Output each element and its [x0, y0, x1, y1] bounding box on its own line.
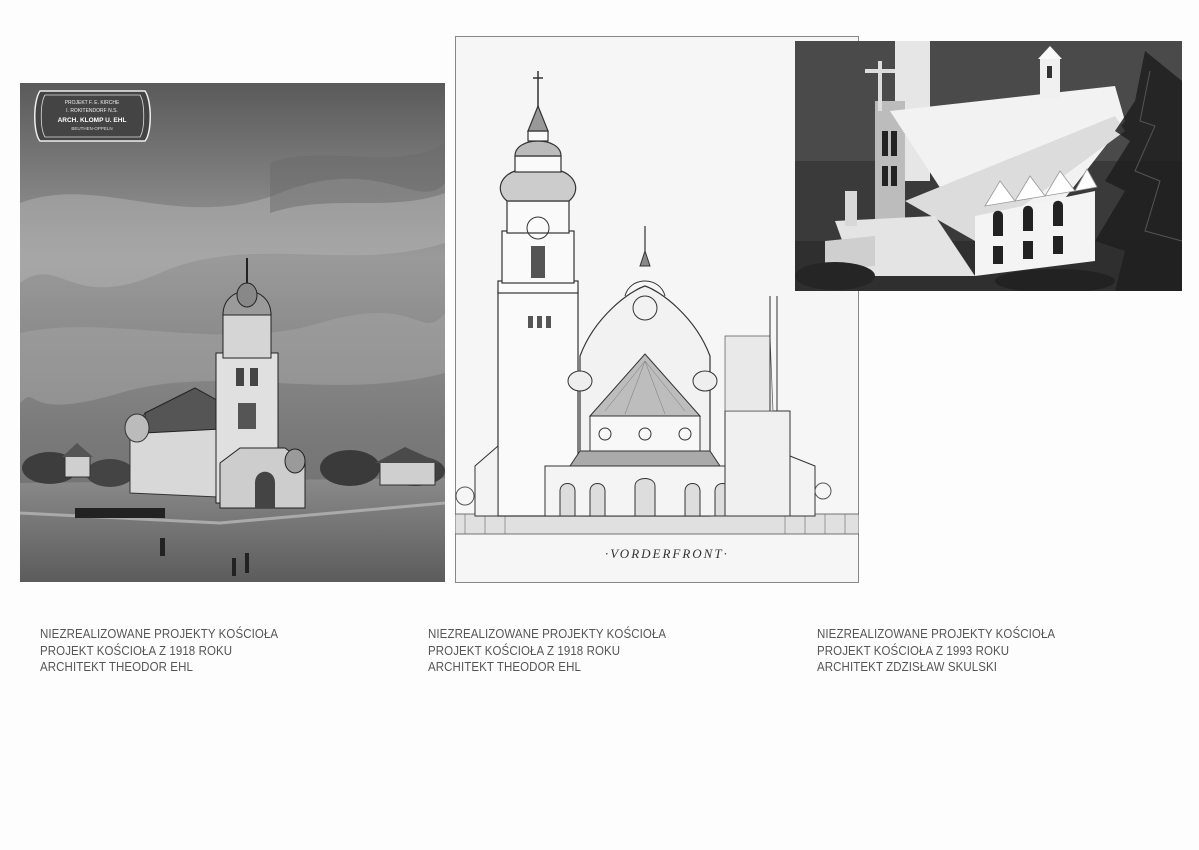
- caption-heading: NIEZREALIZOWANE PROJEKTY KOŚCIOŁA: [817, 627, 1056, 641]
- caption-project-year: PROJEKT KOŚCIOŁA Z 1993 ROKU: [817, 643, 1010, 658]
- drawing-label: ·VORDERFRONT·: [605, 546, 729, 561]
- caption-architect: ARCHITEKT THEODOR EHL: [428, 660, 581, 674]
- caption-architect: ARCHITEKT ZDZISŁAW SKULSKI: [817, 660, 998, 674]
- caption-architect: ARCHITEKT THEODOR EHL: [40, 660, 193, 674]
- church-model-photograph: [795, 41, 1182, 291]
- caption-heading: NIEZREALIZOWANE PROJEKTY KOŚCIOŁA: [428, 627, 667, 641]
- caption-project-year: PROJEKT KOŚCIOŁA Z 1918 ROKU: [40, 643, 233, 658]
- caption-project-year: PROJEKT KOŚCIOŁA Z 1918 ROKU: [428, 643, 621, 658]
- caption-figure-1: [40, 626, 344, 676]
- caption-figure-3: [817, 626, 1121, 676]
- caption-figure-2: [428, 626, 732, 676]
- svg-text:ARCH. KLOMP U. EHL: ARCH. KLOMP U. EHL: [57, 117, 127, 124]
- church-perspective-drawing: [20, 83, 445, 582]
- svg-text:BEUTHEN-OPPELN: BEUTHEN-OPPELN: [71, 126, 113, 131]
- svg-text:PROJEKT F. E. KIRCHE: PROJEKT F. E. KIRCHE: [64, 100, 120, 106]
- svg-text:I. ROKITENDORF N.S.: I. ROKITENDORF N.S.: [66, 108, 118, 114]
- cartouche-seal: [35, 91, 151, 141]
- caption-heading: NIEZREALIZOWANE PROJEKTY KOŚCIOŁA: [40, 627, 279, 641]
